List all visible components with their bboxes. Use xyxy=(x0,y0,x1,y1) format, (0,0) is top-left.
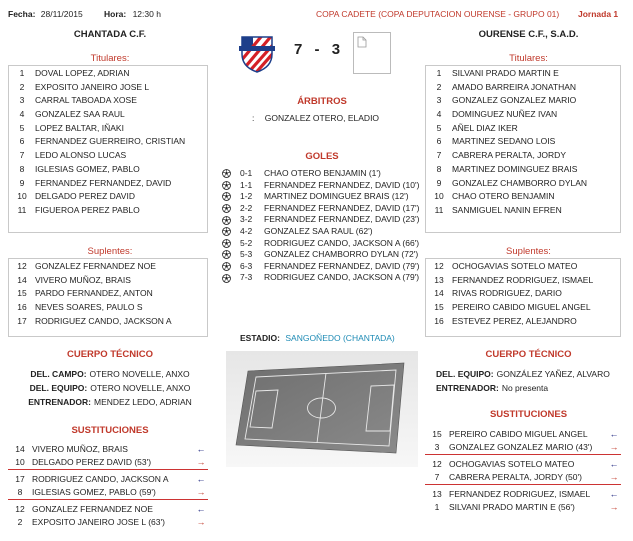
player-name: DELGADO PEREZ DAVID xyxy=(35,191,135,202)
away-starters-title: Titulares: xyxy=(509,53,548,64)
arrow-right-icon: → xyxy=(609,471,619,482)
date-label: Fecha: xyxy=(8,9,36,19)
referees-title: ÁRBITROS xyxy=(297,96,347,107)
soccer-ball-icon xyxy=(222,180,236,192)
goal-scorer: FERNANDEZ FERNANDEZ, DAVID (23') xyxy=(264,214,420,225)
arrow-right-icon: → xyxy=(196,486,206,497)
substitution-number: 8 xyxy=(17,486,23,497)
player-number: 2 xyxy=(19,81,25,92)
player-name: FERNANDEZ FERNANDEZ, DAVID xyxy=(35,177,172,188)
goal-row xyxy=(222,272,424,284)
player-row xyxy=(9,204,207,218)
substitution-row xyxy=(8,516,208,529)
player-row xyxy=(9,94,207,108)
soccer-ball-icon xyxy=(222,238,236,250)
staff-name: OTERO NOVELLE, ANXO xyxy=(89,369,190,379)
score-separator: - xyxy=(314,41,321,58)
substitution-player: SILVANI PRADO MARTIN E (56') xyxy=(449,501,575,512)
player-row xyxy=(9,287,207,301)
substitution-number: 7 xyxy=(434,471,440,482)
goal-row xyxy=(222,261,424,273)
player-name: FIGUEROA PEREZ PABLO xyxy=(35,204,140,215)
substitution-row xyxy=(8,503,208,516)
soccer-ball-icon xyxy=(222,261,236,273)
player-number: 8 xyxy=(19,163,25,174)
substitution-number: 15 xyxy=(432,429,442,439)
player-row xyxy=(426,81,620,95)
round-label: Jornada 1 xyxy=(578,9,619,19)
player-number: 4 xyxy=(19,109,25,120)
player-row xyxy=(426,108,620,122)
date-value: 28/11/2015 xyxy=(40,9,83,19)
player-number: 15 xyxy=(17,288,27,299)
pitch-image xyxy=(226,351,418,467)
player-number: 12 xyxy=(434,261,444,271)
goal-score: 5-3 xyxy=(240,249,253,260)
player-number: 14 xyxy=(17,274,27,285)
substitution-number: 13 xyxy=(432,489,442,499)
goal-scorer: CHAO OTERO BENJAMIN (1') xyxy=(264,168,381,178)
player-number: 3 xyxy=(436,95,442,106)
player-number: 6 xyxy=(19,136,25,147)
away-staff-title: CUERPO TÉCNICO xyxy=(485,349,572,360)
player-number: 11 xyxy=(17,204,27,215)
player-name: GONZALEZ SAA RAUL xyxy=(35,109,125,120)
goal-row xyxy=(222,249,424,261)
match-time xyxy=(104,9,161,19)
match-date xyxy=(8,9,83,19)
goal-score: 7-3 xyxy=(240,272,253,283)
player-row xyxy=(9,301,207,315)
substitution-number: 12 xyxy=(432,459,442,469)
football-pitch-icon xyxy=(226,351,418,467)
arrow-right-icon: → xyxy=(196,456,206,467)
player-name: GONZALEZ CHAMBORRO DYLAN xyxy=(452,177,588,188)
substitution-row xyxy=(8,486,208,501)
substitution-number: 12 xyxy=(15,504,25,514)
away-score: 3 xyxy=(331,41,342,58)
soccer-ball-icon xyxy=(222,191,236,203)
referee-name: GONZALEZ OTERO, ELADIO xyxy=(264,113,380,123)
player-name: GONZALEZ GONZALEZ MARIO xyxy=(452,95,577,106)
main-referee xyxy=(252,113,379,123)
substitution-player: VIVERO MUÑOZ, BRAIS xyxy=(32,444,128,454)
goal-score: 4-2 xyxy=(240,225,253,236)
player-number: 13 xyxy=(434,274,444,285)
player-number: 8 xyxy=(436,163,442,174)
player-number: 17 xyxy=(17,315,27,326)
substitution-player: IGLESIAS GOMEZ, PABLO (59') xyxy=(32,486,156,497)
goal-scorer: FERNANDEZ FERNANDEZ, DAVID (10') xyxy=(264,179,420,190)
goal-row xyxy=(222,214,424,226)
player-row xyxy=(426,163,620,177)
player-name: SILVANI PRADO MARTIN E xyxy=(452,68,559,78)
staff-name: MENDEZ LEDO, ADRIAN xyxy=(94,397,192,407)
goal-score: 5-2 xyxy=(240,237,253,248)
player-name: AMADO BARREIRA JONATHAN xyxy=(452,81,577,92)
player-number: 1 xyxy=(19,68,25,78)
goal-score: 3-2 xyxy=(240,214,253,225)
substitution-player: RODRIGUEZ CANDO, JACKSON A xyxy=(32,474,169,484)
player-row xyxy=(426,94,620,108)
away-subs-title: Suplentes: xyxy=(506,246,551,257)
substitution-number: 14 xyxy=(15,444,25,454)
player-row xyxy=(426,301,620,315)
player-name: LEDO ALONSO LUCAS xyxy=(35,150,127,161)
player-number: 14 xyxy=(434,288,444,299)
goals-title: GOLES xyxy=(305,151,339,162)
away-team-name: OURENSE C.F., S.A.D. xyxy=(478,29,579,40)
player-row xyxy=(9,260,207,274)
away-substitutions-title: SUSTITUCIONES xyxy=(489,409,568,420)
player-number: 16 xyxy=(434,315,444,326)
player-number: 15 xyxy=(434,302,444,313)
staff-name: No presenta xyxy=(501,383,549,393)
away-team-crest xyxy=(353,32,391,74)
player-number: 10 xyxy=(434,191,444,202)
substitution-player: OCHOGAVIAS SOTELO MATEO xyxy=(449,459,575,469)
player-name: NEVES SOARES, PAULO S xyxy=(35,302,143,313)
substitution-row xyxy=(425,488,621,501)
goal-scorer: FERNANDEZ FERNANDEZ, DAVID (79') xyxy=(264,260,420,271)
goal-scorer: RODRIGUEZ CANDO, JACKSON A (66') xyxy=(264,237,420,248)
crest-shield-icon xyxy=(239,34,275,74)
player-row xyxy=(9,163,207,177)
substitution-player: EXPOSITO JANEIRO JOSE L (63') xyxy=(32,516,165,527)
soccer-ball-icon xyxy=(222,272,236,284)
scoreboard xyxy=(294,41,341,58)
goal-score: 1-1 xyxy=(240,179,253,190)
arrow-left-icon: ← xyxy=(196,504,206,514)
substitution-player: CABRERA PERALTA, JORDY (50') xyxy=(449,471,582,482)
player-row xyxy=(9,67,207,81)
player-name: FERNANDEZ RODRIGUEZ, ISMAEL xyxy=(452,274,594,285)
player-row xyxy=(426,177,620,191)
player-row xyxy=(426,149,620,163)
player-row xyxy=(9,81,207,95)
soccer-ball-icon xyxy=(222,168,236,180)
player-name: CHAO OTERO BENJAMIN xyxy=(452,191,555,202)
staff-row xyxy=(0,367,220,381)
player-name: CABRERA PERALTA, JORDY xyxy=(452,150,566,161)
player-number: 5 xyxy=(19,122,25,133)
player-name: RODRIGUEZ CANDO, JACKSON A xyxy=(35,315,172,326)
player-row xyxy=(426,260,620,274)
referee-prefix: : xyxy=(252,113,255,123)
arrow-left-icon: ← xyxy=(609,489,619,499)
player-name: EXPOSITO JANEIRO JOSE L xyxy=(35,81,150,92)
player-number: 10 xyxy=(17,191,27,202)
time-value: 12:30 h xyxy=(132,9,161,19)
staff-role: ENTRENADOR: xyxy=(28,397,92,407)
player-row xyxy=(426,204,620,218)
player-name: IGLESIAS GOMEZ, PABLO xyxy=(35,163,140,174)
stadium-name[interactable]: SANGOÑEDO (CHANTADA) xyxy=(285,333,395,343)
goal-row xyxy=(222,168,424,180)
goal-score: 0-1 xyxy=(240,168,253,178)
soccer-ball-icon xyxy=(222,214,236,226)
player-number: 7 xyxy=(19,150,25,161)
player-row xyxy=(9,135,207,149)
player-row xyxy=(9,149,207,163)
substitution-number: 1 xyxy=(434,501,440,512)
substitution-number: 10 xyxy=(15,456,25,467)
player-name: DOVAL LOPEZ, ADRIAN xyxy=(35,68,130,78)
player-name: CARRAL TABOADA XOSE xyxy=(35,95,137,106)
staff-role: ENTRENADOR: xyxy=(436,383,499,393)
player-number: 9 xyxy=(436,177,442,188)
away-staff-list xyxy=(424,367,633,395)
substitution-row xyxy=(8,456,208,471)
player-name: DOMINGUEZ NUÑEZ IVAN xyxy=(452,109,558,120)
goal-row xyxy=(222,180,424,192)
stadium-info xyxy=(240,333,395,343)
player-number: 12 xyxy=(17,261,27,271)
player-row xyxy=(426,190,620,204)
player-name: PEREIRO CABIDO MIGUEL ANGEL xyxy=(452,302,591,313)
soccer-ball-icon xyxy=(222,226,236,238)
player-row xyxy=(426,287,620,301)
player-name: PARDO FERNANDEZ, ANTON xyxy=(35,288,153,299)
arrow-left-icon: ← xyxy=(609,429,619,439)
soccer-ball-icon xyxy=(222,203,236,215)
player-name: RIVAS RODRIGUEZ, DARIO xyxy=(452,288,562,299)
home-staff-title: CUERPO TÉCNICO xyxy=(66,349,154,360)
arrow-right-icon: → xyxy=(196,516,206,527)
player-row xyxy=(426,135,620,149)
substitution-player: GONZALEZ GONZALEZ MARIO (43') xyxy=(449,441,593,452)
substitution-row xyxy=(425,471,621,486)
staff-role: DEL. EQUIPO: xyxy=(436,369,494,379)
staff-name: OTERO NOVELLE, ANXO xyxy=(90,383,191,393)
home-team-crest xyxy=(239,34,275,74)
player-row xyxy=(426,315,620,329)
staff-row xyxy=(0,381,220,395)
player-number: 3 xyxy=(19,95,25,106)
goal-score: 1-2 xyxy=(240,191,253,202)
home-score: 7 xyxy=(294,41,304,58)
substitution-player: PEREIRO CABIDO MIGUEL ANGEL xyxy=(449,429,588,439)
staff-row xyxy=(424,367,633,381)
staff-name: GONZÁLEZ YAÑEZ, ALVARO xyxy=(496,369,610,379)
player-name: AÑEL DIAZ IKER xyxy=(452,122,518,133)
player-number: 7 xyxy=(436,150,442,161)
substitution-row xyxy=(425,428,621,441)
away-starters-list xyxy=(425,65,621,233)
arrow-right-icon: → xyxy=(609,501,619,512)
home-substitutions-title: SUSTITUCIONES xyxy=(71,425,149,436)
player-number: 9 xyxy=(19,177,25,188)
player-name: VIVERO MUÑOZ, BRAIS xyxy=(35,274,131,285)
substitution-number: 3 xyxy=(434,441,440,452)
player-name: ESTEVEZ PEREZ, ALEJANDRO xyxy=(452,315,577,326)
substitution-player: GONZALEZ FERNANDEZ NOE xyxy=(32,504,153,514)
staff-row xyxy=(0,395,220,409)
player-row xyxy=(9,315,207,329)
home-subs-list xyxy=(8,258,208,337)
player-row xyxy=(426,274,620,288)
goal-row xyxy=(222,191,424,203)
stadium-label: ESTADIO: xyxy=(240,333,280,343)
player-row xyxy=(426,67,620,81)
player-name: FERNANDEZ GUERREIRO, CRISTIAN xyxy=(35,136,186,147)
goal-scorer: MARTINEZ DOMINGUEZ BRAIS (12') xyxy=(264,191,409,202)
substitution-row xyxy=(8,443,208,456)
goals-list xyxy=(222,168,424,284)
arrow-left-icon: ← xyxy=(196,444,206,454)
substitution-row xyxy=(8,473,208,486)
arrow-left-icon: ← xyxy=(196,474,206,484)
goal-scorer: GONZALEZ SAA RAUL (62') xyxy=(264,225,373,236)
home-staff-list xyxy=(0,367,220,409)
home-starters-list xyxy=(8,65,208,233)
player-number: 2 xyxy=(436,81,442,92)
goal-scorer: RODRIGUEZ CANDO, JACKSON A (79') xyxy=(264,272,420,283)
player-number: 16 xyxy=(17,302,27,313)
player-row xyxy=(9,274,207,288)
time-label: Hora: xyxy=(104,9,127,19)
goal-row xyxy=(222,226,424,238)
player-number: 4 xyxy=(436,109,442,120)
staff-role: DEL. CAMPO: xyxy=(30,369,87,379)
player-name: MARTINEZ SEDANO LOIS xyxy=(452,136,556,147)
player-row xyxy=(9,177,207,191)
substitution-number: 17 xyxy=(15,474,25,484)
player-row xyxy=(9,122,207,136)
arrow-left-icon: ← xyxy=(609,459,619,469)
player-name: GONZALEZ FERNANDEZ NOE xyxy=(35,261,156,271)
staff-role: DEL. EQUIPO: xyxy=(29,383,88,393)
home-starters-title: Titulares: xyxy=(90,53,130,64)
player-name: SANMIGUEL NANIN EFREN xyxy=(452,204,562,215)
substitution-row xyxy=(425,441,621,456)
player-number: 6 xyxy=(436,136,442,147)
substitution-row xyxy=(425,501,621,514)
staff-row xyxy=(424,381,633,395)
player-number: 11 xyxy=(434,204,444,215)
player-name: OCHOGAVIAS SOTELO MATEO xyxy=(452,261,578,271)
player-row xyxy=(426,122,620,136)
player-row xyxy=(9,108,207,122)
goal-scorer: FERNANDEZ FERNANDEZ, DAVID (17') xyxy=(264,202,420,213)
player-row xyxy=(9,190,207,204)
goal-score: 6-3 xyxy=(240,260,253,271)
substitution-player: DELGADO PEREZ DAVID (53') xyxy=(32,456,152,467)
player-number: 1 xyxy=(436,68,442,78)
player-number: 5 xyxy=(436,122,442,133)
away-substitutions-list xyxy=(425,428,621,513)
competition-name: COPA CADETE (COPA DEPUTACION OURENSE - GRUPO 01) xyxy=(316,9,560,19)
home-substitutions-list xyxy=(8,443,208,528)
substitution-number: 2 xyxy=(17,516,23,527)
goal-score: 2-2 xyxy=(240,202,253,213)
home-subs-title: Suplentes: xyxy=(87,246,133,257)
substitution-player: FERNANDEZ RODRIGUEZ, ISMAEL xyxy=(449,489,591,499)
player-name: LOPEZ BALTAR, IÑAKI xyxy=(35,122,124,133)
player-name: MARTINEZ DOMINGUEZ BRAIS xyxy=(452,163,578,174)
goal-row xyxy=(222,238,424,250)
substitution-row xyxy=(425,458,621,471)
home-team-name: CHANTADA C.F. xyxy=(73,29,147,40)
soccer-ball-icon xyxy=(222,249,236,261)
goal-row xyxy=(222,203,424,215)
goal-scorer: GONZALEZ CHAMBORRO DYLAN (72') xyxy=(264,249,419,260)
broken-image-icon xyxy=(357,36,367,48)
away-subs-list xyxy=(425,258,621,337)
arrow-right-icon: → xyxy=(609,441,619,452)
